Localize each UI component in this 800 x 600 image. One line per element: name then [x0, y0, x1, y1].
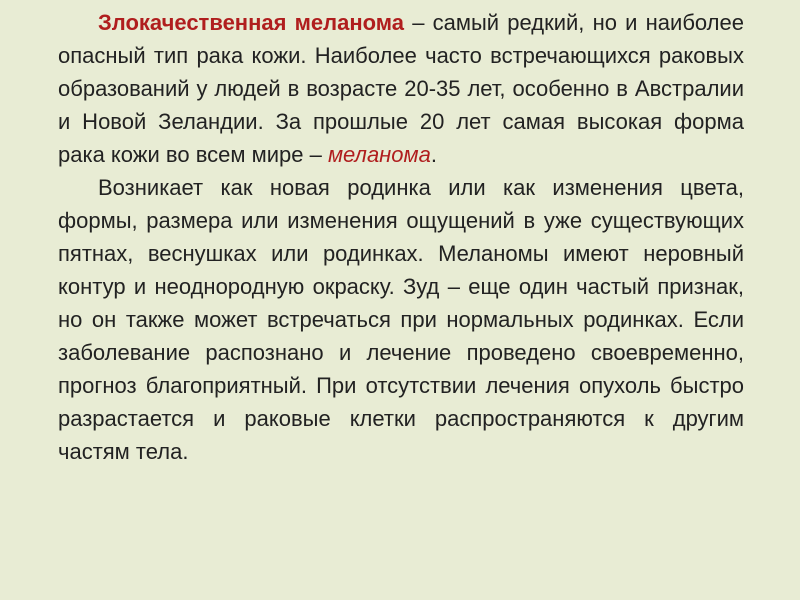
paragraph-definition-end: . — [430, 142, 437, 167]
paragraph-symptoms: Возникает как новая родинка или как изменения цвета, формы, размера или изменения ощущений в уже существующих пятнах, веснушках или родинках. Меланомы имеют неровный контур и неоднородную окраску. Зуд – еще один частый признак, но он также может встречаться при нормальных родинках. Если заболевание распознано и лечение проведено своевременно, прогноз благоприятный. При отсутствии лечения опухоль быстро разрастается и раковые клетки распространяются к другим частям тела. — [58, 175, 744, 464]
paragraph-definition — [58, 6, 744, 171]
slide-text-block — [58, 6, 744, 468]
term-melanoma-heading: Злокачественная меланома — [98, 10, 405, 35]
term-melanoma-italic: меланома — [327, 142, 431, 167]
paragraph-definition-text: – самый редкий, но и наиболее опасный тип рака кожи. Наиболее часто встречающихся раковых образований у людей в возрасте 20-35 лет, особенно в Австралии и Новой Зеландии. За прошлые 20 лет самая высокая форма рака кожи во всем мире – — [58, 10, 744, 167]
